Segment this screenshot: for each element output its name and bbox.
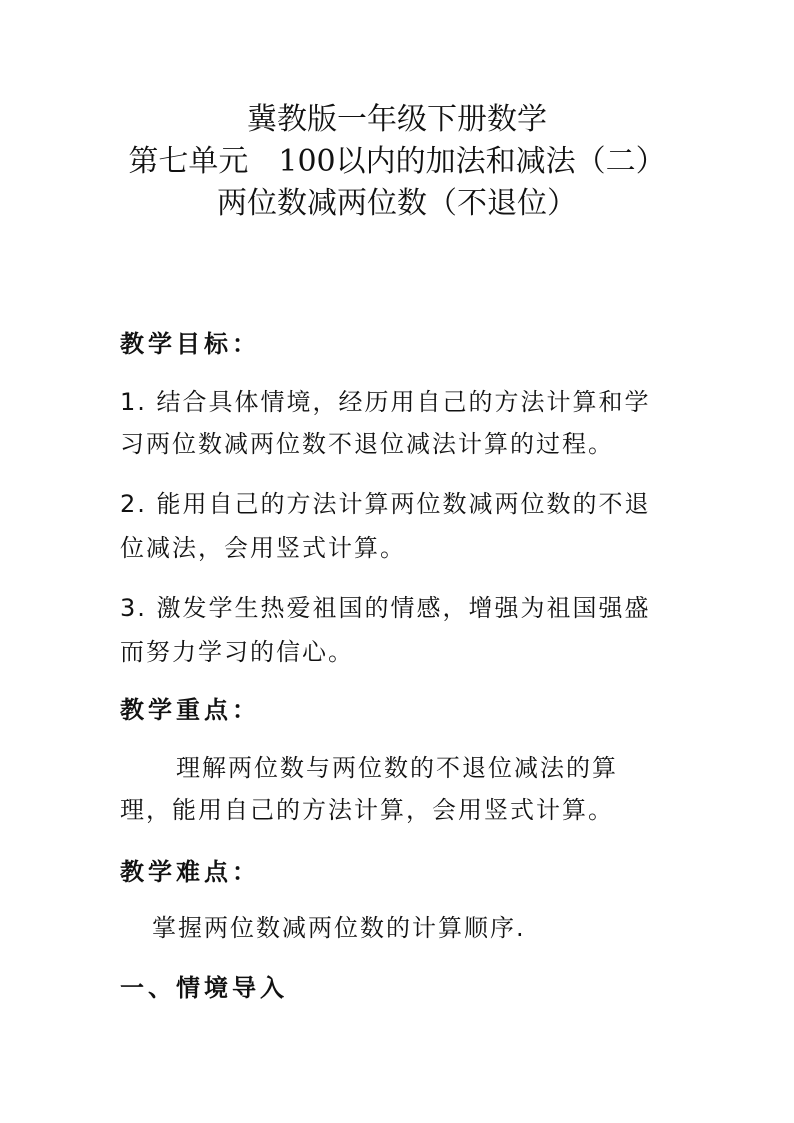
objectives-heading: 教学目标：	[120, 330, 260, 358]
document-title-line-3: 两位数减两位数（不退位）	[217, 186, 577, 221]
objective-3-line-2: 而努力学习的信心。	[120, 638, 354, 666]
key-points-line-2: 理，能用自己的方法计算，会用竖式计算。	[120, 796, 614, 824]
document-title-line-1: 冀教版一年级下册数学	[247, 102, 547, 137]
document-title-line-2: 第七单元 100以内的加法和减法（二）	[128, 144, 666, 179]
part-one-heading: 一、情境导入	[120, 974, 288, 1002]
objective-2-line-2: 位减法，会用竖式计算。	[120, 534, 406, 562]
objective-2-line-1: 2. 能用自己的方法计算两位数减两位数的不退	[120, 490, 651, 518]
objective-3-line-1: 3. 激发学生热爱祖国的情感，增强为祖国强盛	[120, 594, 651, 622]
key-points-heading: 教学重点：	[120, 696, 260, 724]
difficulties-heading: 教学难点：	[120, 858, 260, 886]
key-points-line-1: 理解两位数与两位数的不退位减法的算	[150, 754, 618, 782]
objective-1-line-1: 1. 结合具体情境，经历用自己的方法计算和学	[120, 388, 651, 416]
objective-1-line-2: 习两位数减两位数不退位减法计算的过程。	[120, 430, 614, 458]
difficulties-line-1: 掌握两位数减两位数的计算顺序.	[152, 914, 526, 942]
